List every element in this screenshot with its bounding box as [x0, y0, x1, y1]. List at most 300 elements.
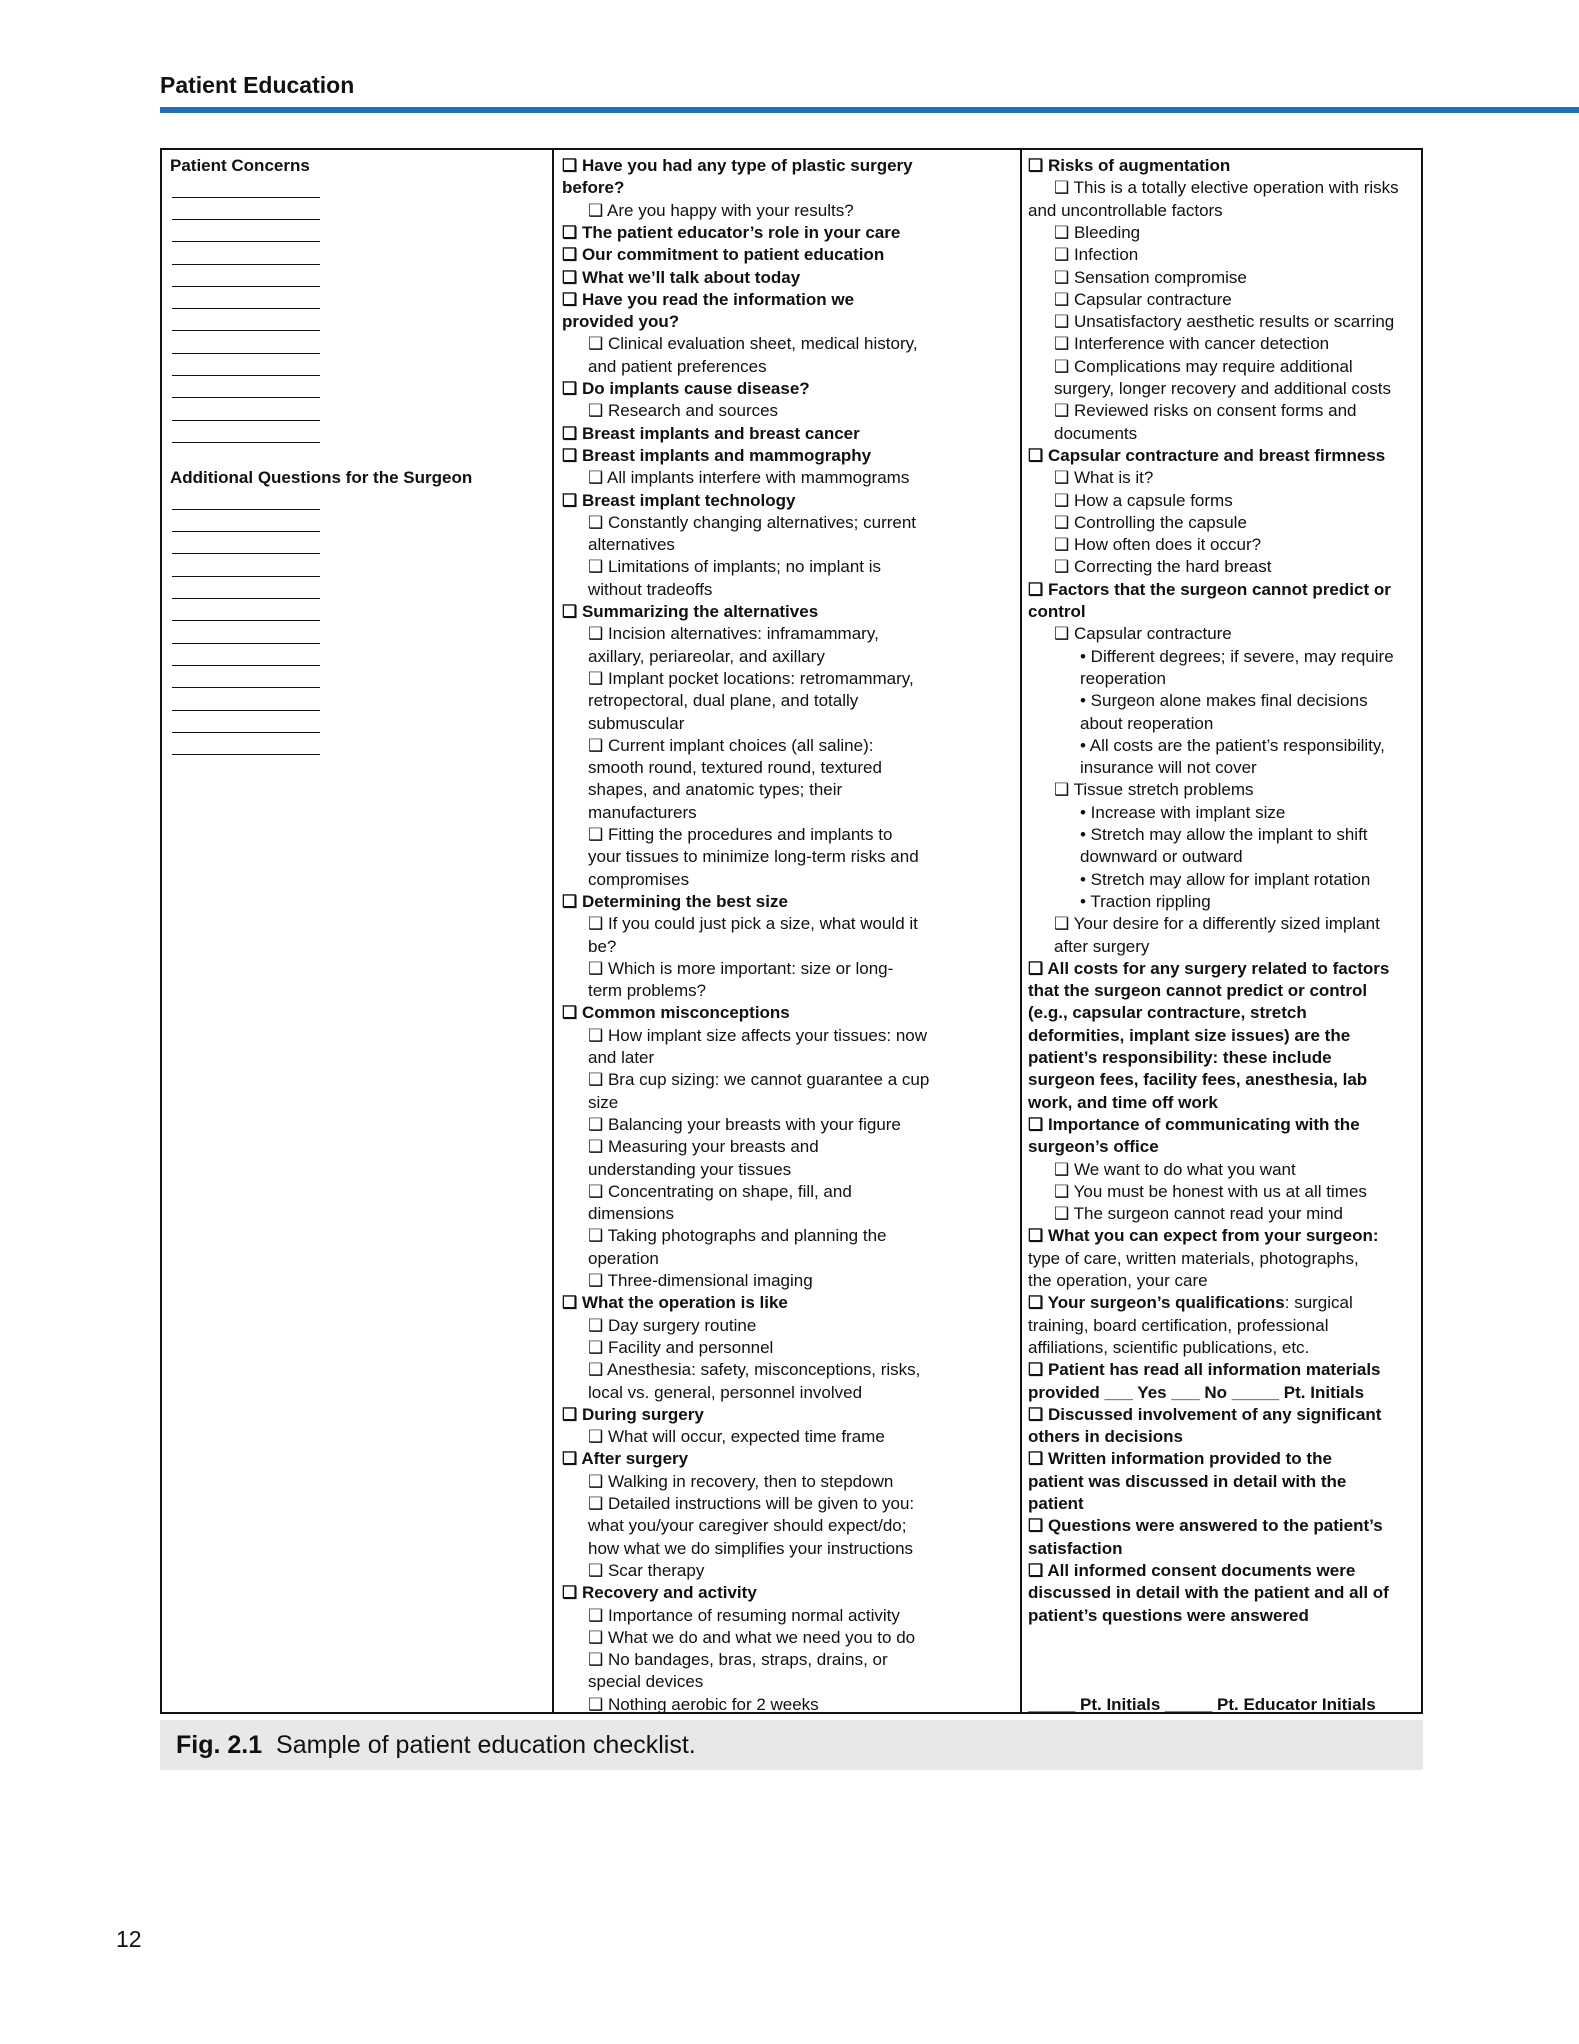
checklist-text: ❑ Factors that the surgeon cannot predict or — [1028, 579, 1391, 599]
checklist-text: ❑ Anesthesia: safety, misconceptions, risks, — [588, 1360, 921, 1380]
column-concerns — [162, 150, 554, 1712]
checklist-line — [588, 869, 689, 891]
checklist-line — [1028, 445, 1385, 467]
figure-caption — [160, 1720, 1423, 1770]
checklist-line — [1054, 400, 1356, 422]
checklist-line — [562, 1292, 788, 1314]
checklist-line — [1080, 869, 1370, 891]
checklist-line — [588, 1025, 927, 1047]
checklist-text: ❑ How often does it occur? — [1054, 535, 1262, 555]
checklist-text: ❑ Bra cup sizing: we cannot guarantee a cup — [588, 1070, 930, 1090]
checklist-line — [1080, 824, 1368, 846]
checklist-text: smooth round, textured round, textured — [588, 758, 882, 778]
write-in-line[interactable] — [172, 643, 320, 644]
checklist-line — [1028, 155, 1230, 177]
checklist-line — [1028, 1426, 1183, 1448]
checklist-line — [562, 1002, 790, 1024]
header-rule — [160, 107, 1579, 113]
checklist-text: ❑ This is a totally elective operation with risks — [1054, 178, 1399, 198]
checklist-text: ❑ Research and sources — [588, 401, 779, 421]
checklist-line — [588, 1605, 900, 1627]
write-in-line[interactable] — [172, 754, 320, 755]
checklist-text: manufacturers — [588, 802, 697, 822]
checklist-text: ❑ Determining the best size — [562, 891, 788, 911]
checklist-text: before? — [562, 178, 625, 198]
checklist-text: and later — [588, 1048, 655, 1067]
checklist-line — [562, 378, 810, 400]
write-in-line[interactable] — [172, 197, 320, 198]
checklist-line — [588, 1382, 862, 1404]
checklist-line — [1054, 779, 1253, 801]
checklist-text: • Increase with implant size — [1080, 802, 1286, 822]
checklist-line — [1028, 1515, 1383, 1537]
write-in-line[interactable] — [172, 665, 320, 666]
checklist-line — [588, 1114, 901, 1136]
checklist-line — [1028, 1471, 1346, 1493]
checklist-text: ❑ Tissue stretch problems — [1054, 780, 1254, 800]
checklist-line — [1054, 222, 1140, 244]
checklist-line — [1054, 913, 1380, 935]
checklist-line — [588, 1493, 914, 1515]
checklist-text: ❑ Day surgery routine — [588, 1315, 757, 1335]
checklist-text: about reoperation — [1080, 713, 1214, 733]
checklist-line — [1028, 1025, 1350, 1047]
checklist-line — [588, 1248, 659, 1270]
checklist-text: ❑ What will occur, expected time frame — [588, 1427, 885, 1447]
checklist-line — [562, 222, 900, 244]
caption-label: Fig. 2.1 — [176, 1731, 263, 1759]
checklist-line — [1028, 1002, 1307, 1024]
write-in-line[interactable] — [172, 732, 320, 733]
checklist-text: ❑ Your surgeon’s qualifications — [1028, 1293, 1285, 1313]
checklist-text: ❑ Have you read the information we — [562, 289, 855, 309]
checklist-text: special devices — [588, 1672, 704, 1692]
checklist-text: how what we do simplifies your instructions — [588, 1538, 914, 1558]
checklist-text: ❑ Questions were answered to the patient’s — [1028, 1516, 1383, 1536]
checklist-text: ❑ The surgeon cannot read your mind — [1054, 1204, 1343, 1224]
checklist-line — [588, 913, 918, 935]
checklist-text: ❑ Importance of communicating with the — [1028, 1114, 1360, 1134]
checklist-line — [1054, 378, 1391, 400]
checklist-text: ❑ How a capsule forms — [1054, 490, 1233, 510]
checklist-line — [588, 1426, 885, 1448]
checklist-text: ❑ Balancing your breasts with your figure — [588, 1114, 901, 1134]
checklist-line — [562, 423, 860, 445]
checklist-line — [1028, 980, 1367, 1002]
checklist-text: ❑ Walking in recovery, then to stepdown — [588, 1471, 894, 1491]
write-in-line[interactable] — [172, 710, 320, 711]
checklist-text: ❑ After surgery — [562, 1449, 689, 1469]
checklist-text: affiliations, scientific publications, etc. — [1028, 1337, 1310, 1357]
checklist-text: ❑ Patient has read all information materials — [1028, 1360, 1381, 1380]
checklist-text: ❑ Concentrating on shape, fill, and — [588, 1181, 852, 1201]
checklist-line — [1028, 1292, 1353, 1314]
checklist-text: after surgery — [1054, 936, 1150, 956]
checklist-line — [1080, 846, 1243, 868]
checklist-text: ❑ Three-dimensional imaging — [588, 1271, 813, 1290]
checklist-text: term problems? — [588, 981, 707, 1001]
checklist-line — [1028, 1493, 1084, 1515]
checklist-line — [1028, 958, 1389, 980]
write-in-line[interactable] — [172, 353, 320, 354]
checklist-text: ❑ Which is more important: size or long- — [588, 958, 894, 978]
checklist-line — [588, 713, 684, 735]
checklist-text: ❑ No bandages, bras, straps, drains, or — [588, 1650, 888, 1670]
checklist-text: provided ___ Yes ___ No _____ Pt. Initials — [1028, 1382, 1365, 1402]
checklist-line — [588, 690, 858, 712]
checklist-line — [1028, 200, 1223, 222]
checklist-line — [1054, 289, 1232, 311]
checklist-line — [588, 757, 882, 779]
checklist-line — [588, 579, 712, 601]
checklist-line — [588, 333, 918, 355]
checklist-text: be? — [588, 936, 617, 956]
checklist-line — [562, 490, 795, 512]
checklist-line — [1028, 1092, 1218, 1114]
checklist-text: ❑ Do implants cause disease? — [562, 379, 810, 398]
checklist-text: that the surgeon cannot predict or control — [1028, 981, 1368, 1001]
checklist-text: dimensions — [588, 1204, 674, 1224]
write-in-line[interactable] — [172, 420, 320, 421]
write-in-line[interactable] — [172, 264, 320, 265]
checklist-text: ❑ Importance of resuming normal activity — [588, 1605, 900, 1625]
checklist-line — [1080, 735, 1385, 757]
checklist-text: ❑ Infection — [1054, 245, 1139, 265]
checklist-line — [588, 1538, 913, 1560]
checklist-line — [588, 534, 675, 556]
checklist-text: ❑ Bleeding — [1054, 222, 1141, 242]
checklist-line — [588, 1694, 819, 1716]
checklist-text: surgery, longer recovery and additional costs — [1054, 379, 1392, 398]
checklist-line — [1054, 267, 1247, 289]
checklist-text: ❑ What the operation is like — [562, 1293, 788, 1313]
checklist-line — [588, 1471, 893, 1493]
checklist-line — [1028, 1582, 1389, 1604]
checklist-text: surgeon’s office — [1028, 1137, 1159, 1157]
checklist-text: ❑ What is it? — [1054, 468, 1154, 488]
checklist-text: ❑ Nothing aerobic for 2 weeks — [588, 1694, 819, 1714]
checklist-text: and patient preferences — [588, 356, 767, 376]
checklist-text: understanding your tissues — [588, 1159, 792, 1179]
checklist-line — [1054, 1203, 1343, 1225]
checklist-line — [588, 735, 873, 757]
checklist-line — [1028, 1448, 1332, 1470]
checklist-line — [1054, 512, 1247, 534]
checklist-line — [562, 289, 854, 311]
checklist-text: reoperation — [1080, 668, 1167, 688]
checklist-text: ❑ If you could just pick a size, what would it — [588, 914, 918, 934]
checklist-line — [562, 891, 788, 913]
checklist-text: • Traction rippling — [1080, 891, 1211, 911]
checklist-line — [1028, 579, 1391, 601]
checklist-line — [1028, 1605, 1309, 1627]
checklist-text: ❑ What we do and what we need you to do — [588, 1627, 916, 1647]
checklist-line — [1028, 1270, 1208, 1292]
checklist-text: ❑ Discussed involvement of any significant — [1028, 1404, 1382, 1424]
checklist-text: and uncontrollable factors — [1028, 200, 1223, 220]
checklist-line — [588, 936, 616, 958]
write-in-line[interactable] — [172, 330, 320, 331]
checklist-line — [1028, 1560, 1355, 1582]
checklist-line — [1028, 1538, 1122, 1560]
checklist-text: ❑ Correcting the hard breast — [1054, 557, 1272, 577]
checklist-text: ❑ Breast implants and mammography — [562, 445, 872, 465]
checklist-text: ❑ Taking photographs and planning the — [588, 1226, 887, 1246]
checklist-text: ❑ Are you happy with your results? — [588, 200, 854, 220]
checklist-text: control — [1028, 602, 1086, 621]
write-in-line[interactable] — [172, 576, 320, 577]
checklist-text: ❑ Our commitment to patient education — [562, 245, 885, 265]
running-header: Patient Education — [160, 72, 355, 98]
checklist-line — [562, 1582, 757, 1604]
checklist-line — [588, 824, 892, 846]
checklist-line — [1028, 1047, 1332, 1069]
checklist-text: ❑ How implant size affects your tissues: now — [588, 1025, 928, 1045]
checklist-text: your tissues to minimize long-term risks and — [588, 847, 919, 867]
checklist-table — [160, 148, 1423, 1714]
checklist-line — [562, 177, 624, 199]
checklist-text: ❑ Interference with cancer detection — [1054, 334, 1330, 354]
checklist-text: training, board certification, professional — [1028, 1315, 1329, 1335]
checklist-text: ❑ Capsular contracture and breast firmness — [1028, 445, 1386, 465]
checklist-text: alternatives — [588, 535, 675, 555]
checklist-line — [588, 512, 916, 534]
checklist-line — [588, 846, 919, 868]
checklist-text: • Surgeon alone makes final decisions — [1080, 691, 1368, 711]
patient-concerns-label: Patient Concerns — [170, 156, 310, 175]
checklist-line — [1028, 1114, 1360, 1136]
checklist-line — [562, 267, 800, 289]
checklist-line — [562, 311, 679, 333]
checklist-text: ❑ During surgery — [562, 1404, 704, 1424]
checklist-line — [588, 1337, 773, 1359]
write-in-line[interactable] — [172, 531, 320, 532]
write-in-line[interactable] — [172, 308, 320, 309]
checklist-line — [588, 356, 767, 378]
checklist-text: insurance will not cover — [1080, 758, 1257, 778]
checklist-text: • All costs are the patient’s responsibility, — [1080, 735, 1385, 755]
write-in-line[interactable] — [172, 397, 320, 398]
checklist-line — [588, 1671, 703, 1693]
checklist-line — [588, 467, 909, 489]
checklist-line — [1028, 1225, 1379, 1247]
write-in-line[interactable] — [172, 375, 320, 376]
checklist-text: ❑ Controlling the capsule — [1054, 512, 1247, 532]
checklist-line — [562, 445, 871, 467]
checklist-line — [562, 244, 884, 266]
checklist-text: type of care, written materials, photographs, — [1028, 1248, 1359, 1268]
checklist-text: ❑ Facility and personnel — [588, 1337, 774, 1357]
checklist-text: surgeon fees, facility fees, anesthesia, lab — [1028, 1070, 1368, 1090]
checklist-line — [588, 1069, 929, 1091]
checklist-line — [1054, 356, 1353, 378]
checklist-line — [1028, 1136, 1159, 1158]
checklist-text: axillary, periareolar, and axillary — [588, 646, 825, 666]
checklist-text: ❑ Breast implant technology — [562, 490, 796, 510]
write-in-line[interactable] — [172, 442, 320, 443]
checklist-line — [1028, 1694, 1376, 1716]
checklist-text: operation — [588, 1248, 659, 1268]
checklist-line — [588, 958, 893, 980]
checklist-text: ❑ Complications may require additional — [1054, 356, 1353, 376]
checklist-text: ❑ Limitations of implants; no implant is — [588, 557, 882, 577]
checklist-text: ❑ Detailed instructions will be given to you: — [588, 1494, 915, 1513]
checklist-line — [1054, 423, 1137, 445]
write-in-line[interactable] — [172, 553, 320, 554]
checklist-line — [588, 1225, 887, 1247]
checklist-text: ❑ Scar therapy — [588, 1560, 705, 1580]
checklist-text: ❑ All implants interfere with mammograms — [588, 468, 910, 488]
checklist-line — [1028, 1382, 1364, 1404]
checklist-text: ❑ Recovery and activity — [562, 1583, 757, 1603]
checklist-text: ❑ The patient educator’s role in your care — [562, 222, 901, 242]
checklist-line — [1028, 601, 1086, 623]
checklist-text: provided you? — [562, 312, 680, 332]
checklist-line — [1028, 1248, 1359, 1270]
checklist-text: (e.g., capsular contracture, stretch — [1028, 1003, 1307, 1023]
checklist-text: ❑ Capsular contracture — [1054, 624, 1232, 644]
checklist-line — [1080, 757, 1257, 779]
checklist-line — [588, 1359, 920, 1381]
checklist-line — [1028, 1337, 1309, 1359]
checklist-line — [1028, 1315, 1329, 1337]
checklist-text: ❑ Your desire for a differently sized implant — [1054, 914, 1380, 934]
checklist-line — [1054, 311, 1394, 333]
write-in-line[interactable] — [172, 620, 320, 621]
checklist-text: ❑ Current implant choices (all saline): — [588, 735, 874, 755]
checklist-line — [588, 802, 697, 824]
checklist-line — [562, 1404, 704, 1426]
checklist-line — [588, 1315, 756, 1337]
checklist-text: ❑ All informed consent documents were — [1028, 1560, 1356, 1580]
checklist-line — [1028, 1069, 1367, 1091]
checklist-line — [588, 980, 706, 1002]
checklist-text: what you/your caregiver should expect/do; — [588, 1516, 907, 1536]
checklist-text: ❑ Capsular contracture — [1054, 289, 1232, 309]
checklist-text: patient’s responsibility: these include — [1028, 1048, 1332, 1067]
write-in-line[interactable] — [172, 598, 320, 599]
column-risks-consent — [1020, 150, 1421, 1712]
checklist-text: • Stretch may allow for implant rotation — [1080, 869, 1371, 889]
checklist-text: ❑ Clinical evaluation sheet, medical history, — [588, 334, 918, 354]
write-in-line[interactable] — [172, 687, 320, 688]
column-education-topics — [552, 150, 1022, 1712]
checklist-text: ❑ We want to do what you want — [1054, 1159, 1296, 1179]
checklist-line — [1080, 891, 1211, 913]
checklist-text: • Stretch may allow the implant to shift — [1080, 825, 1368, 844]
checklist-line — [1054, 556, 1271, 578]
checklist-text: ❑ Implant pocket locations: retromammary, — [588, 668, 914, 688]
checklist-line — [1054, 244, 1138, 266]
checklist-text: ❑ Summarizing the alternatives — [562, 602, 819, 621]
write-in-line[interactable] — [172, 241, 320, 242]
checklist-text: patient — [1028, 1494, 1084, 1513]
write-in-line[interactable] — [172, 219, 320, 220]
checklist-line — [1054, 333, 1329, 355]
checklist-line — [1054, 490, 1233, 512]
checklist-line — [588, 1649, 888, 1671]
checklist-line — [588, 668, 914, 690]
checklist-text: size — [588, 1092, 619, 1112]
checklist-line — [588, 1181, 852, 1203]
checklist-line — [1054, 534, 1261, 556]
checklist-line — [588, 556, 881, 578]
checklist-text: ❑ What we’ll talk about today — [562, 267, 801, 287]
checklist-text: others in decisions — [1028, 1427, 1183, 1447]
checklist-text: ❑ Written information provided to the — [1028, 1449, 1332, 1469]
checklist-line — [1054, 1181, 1367, 1203]
checklist-line — [588, 1627, 915, 1649]
checklist-line — [588, 623, 879, 645]
checklist-text: ❑ Reviewed risks on consent forms and — [1054, 401, 1357, 421]
checklist-text: local vs. general, personnel involved — [588, 1382, 863, 1402]
checklist-text: shapes, and anatomic types; their — [588, 780, 843, 800]
checklist-text: ❑ Have you had any type of plastic surgery — [562, 156, 913, 175]
checklist-line — [588, 1270, 813, 1292]
checklist-text: ❑ Sensation compromise — [1054, 267, 1247, 287]
checklist-text: ❑ Breast implants and breast cancer — [562, 423, 860, 443]
write-in-line[interactable] — [172, 509, 320, 510]
checklist-text: ❑ Constantly changing alternatives; current — [588, 512, 917, 532]
checklist-line — [588, 1047, 654, 1069]
checklist-text: documents — [1054, 423, 1138, 443]
caption-text: Sample of patient education checklist. — [276, 1731, 696, 1759]
checklist-text: ❑ What you can expect from your surgeon: — [1028, 1226, 1379, 1246]
checklist-text: ❑ Fitting the procedures and implants to — [588, 825, 893, 844]
checklist-text: the operation, your care — [1028, 1271, 1208, 1290]
checklist-text: work, and time off work — [1028, 1092, 1218, 1112]
checklist-text: ❑ Risks of augmentation — [1028, 156, 1231, 175]
checklist-text: satisfaction — [1028, 1538, 1123, 1558]
checklist-line — [1028, 1404, 1381, 1426]
additional-questions-label: Additional Questions for the Surgeon — [170, 468, 473, 488]
checklist-text: compromises — [588, 869, 690, 889]
checklist-line — [562, 601, 818, 623]
checklist-text: ❑ All costs for any surgery related to factors — [1028, 958, 1390, 978]
checklist-line — [588, 1092, 618, 1114]
checklist-line — [588, 400, 778, 422]
checklist-line — [1054, 936, 1149, 958]
checklist-line — [1054, 1159, 1296, 1181]
checklist-text: _____ Pt. Initials _____ Pt. Educator Initials — [1028, 1694, 1376, 1714]
checklist-line — [1028, 1359, 1381, 1381]
checklist-text: ❑ You must be honest with us at all times — [1054, 1181, 1367, 1201]
checklist-line — [588, 646, 825, 668]
checklist-text: deformities, implant size issues) are the — [1028, 1025, 1351, 1045]
checklist-text: ❑ Unsatisfactory aesthetic results or scarring — [1054, 312, 1395, 332]
checklist-line — [588, 200, 854, 222]
checklist-line — [1080, 690, 1368, 712]
checklist-line — [588, 1203, 674, 1225]
checklist-text: patient was discussed in detail with the — [1028, 1471, 1347, 1491]
checklist-line — [588, 1560, 704, 1582]
checklist-line — [1054, 623, 1232, 645]
checklist-line — [1080, 668, 1166, 690]
checklist-line — [1080, 713, 1213, 735]
checklist-line — [562, 155, 913, 177]
checklist-text: patient’s questions were answered — [1028, 1605, 1309, 1625]
checklist-line — [588, 1136, 819, 1158]
checklist-line — [588, 1515, 906, 1537]
write-in-line[interactable] — [172, 286, 320, 287]
checklist-text: retropectoral, dual plane, and totally — [588, 691, 859, 711]
page-number: 12 — [116, 1926, 142, 1952]
checklist-text: • Different degrees; if severe, may require — [1080, 646, 1394, 666]
checklist-line — [1080, 646, 1394, 668]
checklist-line — [588, 779, 842, 801]
checklist-text: ❑ Incision alternatives: inframammary, — [588, 624, 879, 644]
checklist-line — [1080, 802, 1285, 824]
